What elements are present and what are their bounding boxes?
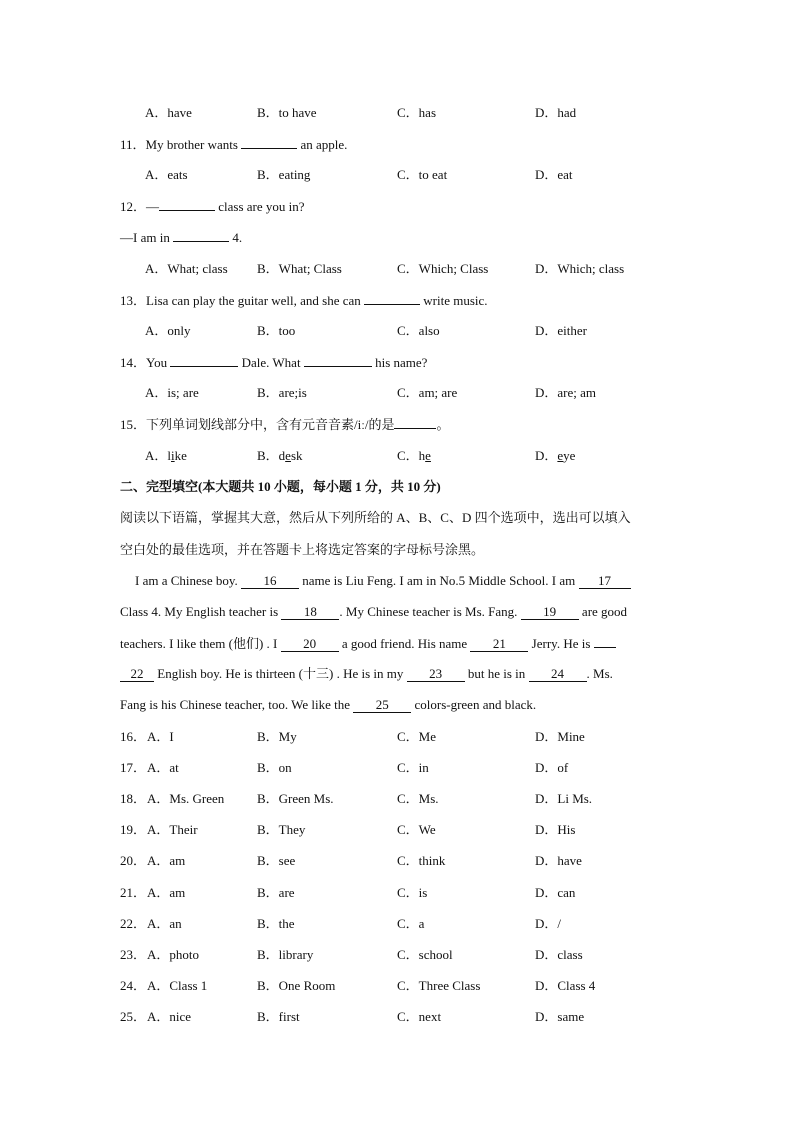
blank-20: 20 [281, 637, 339, 652]
q11-stem [120, 136, 347, 153]
option-d: D．same [535, 1009, 585, 1024]
q13-option-a: A．only [145, 323, 191, 338]
q11-text-before: My brother wants [145, 137, 238, 152]
question-number: 16． [120, 729, 147, 744]
q11-option-a: A．eats [145, 167, 188, 182]
q14-option-d: D．are; am [535, 385, 597, 400]
option-c: C．next [397, 1009, 442, 1024]
blank-18: 18 [281, 605, 339, 620]
section2-instruction-line2: 空白处的最佳选项，并在答题卡上将选定答案的字母标号涂黑。 [120, 542, 485, 557]
q15-option-a-label: A． [145, 448, 168, 463]
blank-22: 22 [120, 667, 154, 682]
q13-blank [364, 292, 420, 305]
question-number: 22． [120, 916, 147, 931]
q15-option-d-label: D． [535, 448, 558, 463]
passage-text: teachers. I like them (他们) . I [120, 636, 278, 651]
q12-blank-1 [159, 198, 215, 211]
passage-text: I am a Chinese boy. [135, 573, 238, 588]
option-a: A．photo [147, 947, 200, 962]
q12-option-c: C．Which; Class [397, 261, 489, 276]
q15-option-b-underlined: e [285, 448, 291, 463]
passage-text: colors-green and black. [414, 697, 537, 712]
q12-option-d: D．Which; class [535, 261, 625, 276]
passage-text: English boy. He is thirteen (十三) . He is in my [157, 666, 404, 681]
q10-option-a: A．have [145, 105, 192, 120]
q10-option-d: D．had [535, 105, 577, 120]
passage-text: Class 4. My English teacher is [120, 604, 279, 619]
option-b: B．first [257, 1009, 300, 1024]
passage-text: are good [581, 604, 628, 619]
q12-blank-2 [173, 229, 229, 242]
q12-option-a: A．What; class [145, 261, 228, 276]
q11-blank [241, 136, 297, 149]
q15-option-c-underlined: e [425, 448, 431, 463]
section2-instruction-line1: 阅读以下语篇，掌握其大意，然后从下列所给的 A、B、C、D 四个选项中，选出可以填入 [120, 510, 631, 525]
blank-21: 21 [470, 637, 528, 652]
q15-option-c-label: C． [397, 448, 419, 463]
option-c: C．Me [397, 729, 437, 744]
q15-text-after: 。 [436, 417, 450, 432]
option-d: D．can [535, 885, 576, 900]
q12-text-after: class are you in? [218, 199, 305, 214]
option-d: D．have [535, 853, 582, 868]
passage-text: . My Chinese teacher is Ms. Fang. [339, 604, 518, 619]
blank-25: 25 [353, 698, 411, 713]
option-c: C．Three Class [397, 978, 481, 993]
option-a: A．Class 1 [147, 978, 208, 993]
q15-blank [394, 416, 436, 429]
option-b: B．see [257, 853, 296, 868]
q14-number: 14． [120, 355, 147, 370]
passage-text: but he is in [467, 666, 526, 681]
q11-text-after: an apple. [300, 137, 348, 152]
q11-option-b: B．eating [257, 167, 311, 182]
question-number: 17． [120, 760, 147, 775]
option-a: A．at [147, 760, 179, 775]
question-number: 23． [120, 947, 147, 962]
q15-option-b [257, 448, 303, 464]
q12-stem-line2 [120, 229, 242, 246]
blank-24: 24 [529, 667, 587, 682]
q11-option-d: D．eat [535, 167, 573, 182]
q11-option-c: C．to eat [397, 167, 448, 182]
question-number: 21． [120, 885, 147, 900]
q14-stem [120, 354, 427, 371]
option-b: B．are [257, 885, 295, 900]
q13-option-d: D．either [535, 323, 587, 338]
q10-option-c: C．has [397, 105, 437, 120]
q15-option-d [535, 448, 575, 464]
q11-number: 11． [120, 137, 146, 152]
q15-option-d-post: ye [563, 448, 576, 463]
option-d: D．Class 4 [535, 978, 596, 993]
option-d: D．class [535, 947, 583, 962]
q15-text-before: 下列单词划线部分中，含有元音音素/iː/的是 [146, 417, 395, 432]
passage-text: name is Liu Feng. I am in No.5 Middle School. I am [302, 573, 576, 588]
q15-option-a-post: ke [174, 448, 187, 463]
passage-line-1 [135, 573, 631, 589]
option-a: A．nice [147, 1009, 192, 1024]
option-a: A．Ms. Green [147, 791, 225, 806]
q12-number: 12． [120, 199, 147, 214]
option-a: A．Their [147, 822, 198, 837]
q15-option-b-post: sk [290, 448, 303, 463]
option-b: B．on [257, 760, 292, 775]
q13-stem [120, 292, 488, 309]
q12-dash: — [146, 199, 160, 214]
option-a: A．am [147, 885, 186, 900]
passage-text: Fang is his Chinese teacher, too. We like the [120, 697, 350, 712]
q14-option-c: C．am; are [397, 385, 458, 400]
q14-option-b: B．are;is [257, 385, 307, 400]
option-c: C．We [397, 822, 436, 837]
option-c: C．a [397, 916, 425, 931]
q15-option-a [145, 448, 187, 464]
option-d: D．Mine [535, 729, 585, 744]
option-b: B．the [257, 916, 295, 931]
option-b: B．Green Ms. [257, 791, 334, 806]
question-number: 18． [120, 791, 147, 806]
q15-option-b-pre: d [278, 448, 286, 463]
section2-title: 二、完型填空(本大题共 10 小题，每小题 1 分，共 10 分) [120, 479, 441, 494]
q15-option-c [397, 448, 431, 464]
passage-text: a good friend. His name [341, 636, 468, 651]
option-c: C．school [397, 947, 453, 962]
q15-number: 15． [120, 417, 147, 432]
q14-text-middle: Dale. What [241, 355, 301, 370]
q14-text-before: You [146, 355, 168, 370]
passage-text: Jerry. He is [531, 636, 591, 651]
q14-option-a: A．is; are [145, 385, 199, 400]
option-d: D．/ [535, 916, 562, 931]
blank-22-start [594, 635, 616, 648]
q13-option-b: B．too [257, 323, 296, 338]
q12-line2-before: —I am in [120, 230, 170, 245]
option-a: A．I [147, 729, 174, 744]
q14-blank-2 [304, 354, 372, 367]
option-c: C．in [397, 760, 429, 775]
q15-option-d-underlined: e [557, 448, 564, 463]
option-b: B．My [257, 729, 297, 744]
option-b: B．One Room [257, 978, 336, 993]
option-d: D．His [535, 822, 576, 837]
passage-line-3 [120, 635, 616, 652]
question-number: 24． [120, 978, 147, 993]
q14-blank-1 [170, 354, 238, 367]
option-c: C．think [397, 853, 446, 868]
passage-line-2 [120, 604, 627, 620]
q12-option-b: B．What; Class [257, 261, 342, 276]
question-number: 20． [120, 853, 147, 868]
blank-23: 23 [407, 667, 465, 682]
q14-text-after: his name? [375, 355, 428, 370]
q12-line2-after: 4. [232, 230, 243, 245]
q15-option-c-pre: h [418, 448, 426, 463]
passage-text: . Ms. [586, 666, 613, 681]
q15-option-a-underlined: i [171, 448, 175, 463]
option-a: A．am [147, 853, 186, 868]
option-b: B．library [257, 947, 314, 962]
option-b: B．They [257, 822, 306, 837]
q13-option-c: C．also [397, 323, 440, 338]
q13-text-before: Lisa can play the guitar well, and she can [146, 293, 361, 308]
question-number: 25． [120, 1009, 147, 1024]
passage-line-4 [120, 666, 613, 682]
passage-line-5 [120, 697, 536, 713]
blank-17: 17 [579, 574, 631, 589]
question-number: 19． [120, 822, 147, 837]
option-c: C．is [397, 885, 428, 900]
q15-option-b-label: B． [257, 448, 279, 463]
option-d: D．Li Ms. [535, 791, 593, 806]
q10-option-b: B．to have [257, 105, 317, 120]
option-d: D．of [535, 760, 569, 775]
q15-stem [120, 416, 449, 433]
option-c: C．Ms. [397, 791, 439, 806]
blank-19: 19 [521, 605, 579, 620]
q13-number: 13． [120, 293, 147, 308]
q15-option-a-pre: l [167, 448, 172, 463]
option-a: A．an [147, 916, 182, 931]
q12-stem [120, 198, 305, 215]
q13-text-after: write music. [423, 293, 488, 308]
blank-16: 16 [241, 574, 299, 589]
